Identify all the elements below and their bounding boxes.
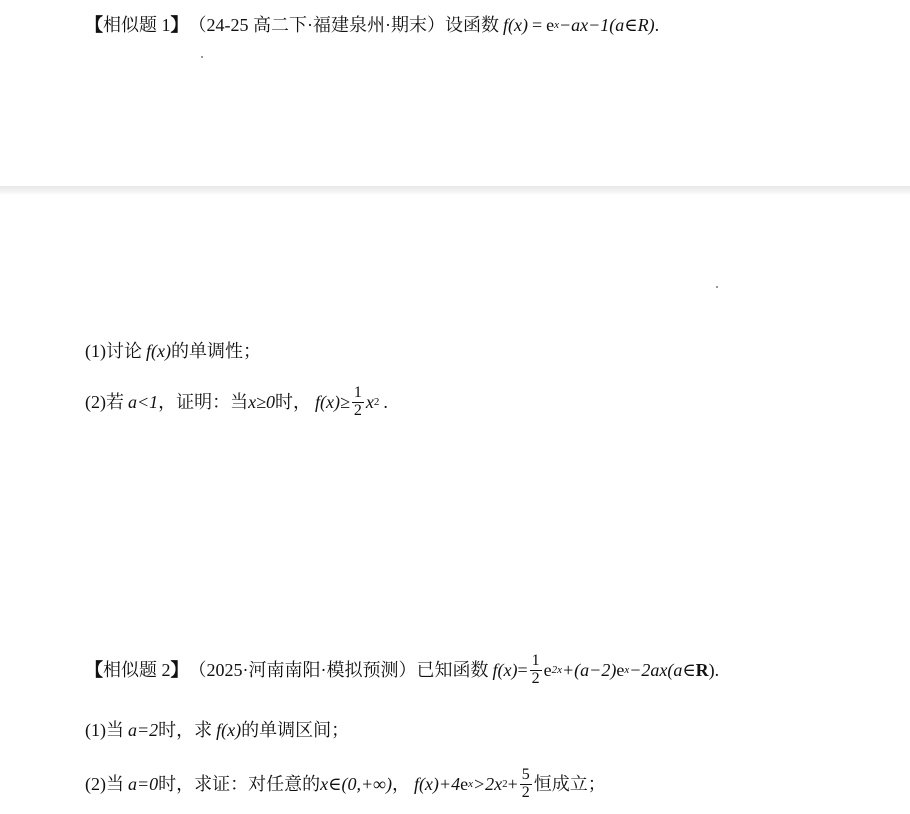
q1-p2-fraction — [352, 385, 364, 420]
q1-p2-num: 1 — [353, 384, 362, 401]
q1-tag: 相似题 1 — [103, 15, 171, 35]
page-break — [0, 186, 910, 195]
q1-p2-time: 时， — [275, 392, 312, 413]
q2-eq: = — [517, 660, 528, 681]
q1-p2-prove: ，证明：当 — [158, 392, 249, 413]
q1-p1-label: (1) — [85, 341, 106, 361]
q2-p1-cond: a=2 — [128, 720, 159, 740]
q2-num: 1 — [531, 652, 540, 669]
q2-p2-comma: ， — [391, 774, 410, 795]
page-top — [0, 0, 910, 186]
q2-p2-num: 5 — [521, 766, 530, 783]
q2-p2-when: 当 — [106, 774, 124, 795]
q2-e2: e — [616, 660, 625, 681]
q2-bracket-open: 【 — [85, 660, 103, 681]
q1-end: . — [654, 15, 660, 35]
q2-fx: f(x) — [492, 660, 518, 681]
q2-tag: 相似题 2 — [103, 660, 171, 681]
q2-part1 — [85, 721, 349, 739]
q2-e1: e — [543, 660, 552, 681]
q2-p2-fraction — [520, 767, 532, 802]
q2-R: R — [695, 660, 709, 681]
q1-p1-tail: 的单调性； — [170, 341, 261, 361]
q2-stem: 【 相似题 2 】 （2025·河南南阳·模拟预测） 已知函数 f(x) = $\frac{1}{2}$ e 2x +(a−2) e x −2ax(a∈ R ) . — [85, 652, 720, 687]
q1-p2-fx: f(x)≥ — [315, 392, 350, 413]
q2-p2-gt: >2x — [472, 774, 503, 795]
q2-stem-prefix: 已知函数 — [416, 660, 489, 681]
q1-bracket-close: 】 — [170, 15, 189, 35]
q2-mid: +(a−2) — [562, 660, 617, 681]
q2-p2-prove: 时，求证：对任意的 — [158, 774, 321, 795]
q2-p2-label: (2) — [85, 774, 106, 795]
q2-p2-cond: a=0 — [128, 774, 159, 795]
q2-p2-fx: f(x)+4 — [413, 774, 461, 795]
q1-part2: (2) 若 a<1 ，证明：当 x≥0 时， f(x)≥ $\frac{1}{2}$ x 2 . — [85, 384, 388, 419]
q2-p1-when: 当 — [106, 720, 124, 740]
q2-p2-plus: + — [507, 774, 518, 795]
q2-p2-x: x∈(0,+∞) — [320, 774, 392, 795]
q1-stem-prefix: 设函数 — [444, 15, 499, 35]
q2-den: 2 — [531, 669, 540, 687]
q1-p1-fx: f(x) — [146, 341, 171, 361]
q2-p1-tail: 的单调区间； — [241, 720, 350, 740]
q1-stem: 【 相似题 1 】 （24-25 高二下·福建泉州·期末） 设函数 f(x) = e x −ax−1(a∈R) . — [85, 15, 660, 35]
q1-part1 — [85, 342, 261, 360]
q2-close: ) — [708, 660, 715, 681]
q1-p1-text: 讨论 — [106, 341, 142, 361]
q1-p2-label: (2) — [85, 392, 106, 413]
q1-p2-den: 2 — [353, 401, 362, 419]
q1-p2-end: . — [383, 392, 388, 413]
q2-tail: −2ax(a∈ — [629, 660, 696, 681]
q1-eq: = — [531, 15, 543, 35]
page-bottom — [0, 195, 910, 814]
q2-p2-tail: 恒成立； — [533, 774, 606, 795]
q2-p1-label: (1) — [85, 720, 106, 740]
q1-e: e — [546, 15, 555, 35]
q2-fraction — [530, 653, 542, 688]
q2-p1-ask: 时，求 — [158, 720, 213, 740]
q1-source: （24-25 高二下·福建泉州·期末） — [188, 15, 445, 35]
q1-rest: −ax−1(a∈R) — [559, 15, 655, 35]
q1-bracket-open: 【 — [85, 15, 103, 35]
q1-p2-if: 若 — [106, 392, 124, 413]
q1-p2-x: x≥0 — [248, 392, 276, 413]
q2-end: . — [714, 660, 720, 681]
q2-p2-den: 2 — [521, 783, 530, 801]
q2-p2-e: e — [460, 774, 469, 795]
q2-bracket-close: 】 — [170, 660, 189, 681]
q2-p1-fx: f(x) — [216, 720, 242, 740]
q2-source: （2025·河南南阳·模拟预测） — [188, 660, 417, 681]
q1-p2-x2: x — [365, 392, 374, 413]
q1-p2-cond: a<1 — [128, 392, 159, 413]
speck — [201, 56, 203, 58]
q2-part2: (2) 当 a=0 时，求证：对任意的 x∈(0,+∞) ， f(x)+4 e x >2x 2 + $\frac{5}{2}$ 恒成立； — [85, 766, 606, 801]
q1-fx: f(x) — [502, 15, 528, 35]
speck — [716, 286, 718, 288]
